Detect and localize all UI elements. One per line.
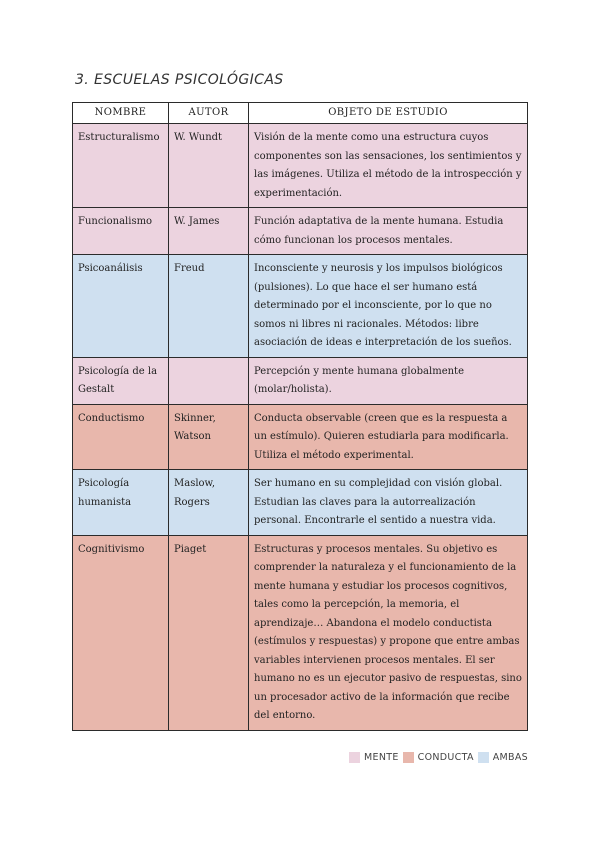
section-title: 3. ESCUELAS PSICOLÓGICAS: [75, 72, 284, 88]
cell-object: Conducta observable (creen que es la respuesta a un estímulo). Quieren estudiarla para modificarla. Utiliza el método experimental.: [249, 404, 528, 470]
legend-swatch-mente: [349, 752, 360, 763]
cell-object: Percepción y mente humana globalmente (molar/holista).: [249, 357, 528, 404]
table-row: [73, 535, 528, 730]
cell-name: Cognitivismo: [73, 535, 169, 730]
legend-swatch-conducta: [403, 752, 414, 763]
cell-author: W. James: [169, 208, 249, 255]
cell-object: Inconsciente y neurosis y los impulsos biológicos (pulsiones). Lo que hace el ser humano está determinado por el inconsciente, por lo que no somos ni libres ni racionales. Métodos: libre asociación de ideas e interpretación de los sueños.: [249, 255, 528, 358]
legend-item-ambas: [474, 752, 528, 763]
table-row: [73, 124, 528, 208]
cell-author: Maslow, Rogers: [169, 470, 249, 536]
table-row: [73, 470, 528, 536]
legend: [345, 752, 528, 763]
legend-swatch-ambas: [478, 752, 489, 763]
cell-object: Ser humano en su complejidad con visión global. Estudian las claves para la autorrealización personal. Encontrarle el sentido a nuestra vida.: [249, 470, 528, 536]
cell-author: [169, 357, 249, 404]
legend-label-mente: MENTE: [364, 752, 399, 763]
legend-item-mente: [345, 752, 399, 763]
cell-name: Psicología de la Gestalt: [73, 357, 169, 404]
cell-name: Psicología humanista: [73, 470, 169, 536]
cell-object: Estructuras y procesos mentales. Su objetivo es comprender la naturaleza y el funcionamiento de la mente humana y estudiar los procesos cognitivos, tales como la percepción, la memoria, el aprendizaje… Abandona el modelo conductista (estímulos y respuestas) y propone que entre ambas variables intervienen procesos mentales. El ser humano no es un ejecutor pasivo de respuestas, sino un procesador activo de la información que recibe del entorno.: [249, 535, 528, 730]
cell-name: Funcionalismo: [73, 208, 169, 255]
table-header-row: [73, 103, 528, 124]
cell-object: Función adaptativa de la mente humana. Estudia cómo funcionan los procesos mentales.: [249, 208, 528, 255]
legend-item-conducta: [399, 752, 474, 763]
cell-name: Conductismo: [73, 404, 169, 470]
header-autor: AUTOR: [169, 103, 249, 124]
table-row: [73, 357, 528, 404]
cell-author: Freud: [169, 255, 249, 358]
cell-author: W. Wundt: [169, 124, 249, 208]
schools-table: [72, 102, 528, 731]
cell-name: Estructuralismo: [73, 124, 169, 208]
legend-label-conducta: CONDUCTA: [417, 752, 474, 763]
cell-author: Skinner, Watson: [169, 404, 249, 470]
table-row: [73, 255, 528, 358]
cell-author: Piaget: [169, 535, 249, 730]
cell-name: Psicoanálisis: [73, 255, 169, 358]
table-row: [73, 208, 528, 255]
legend-label-ambas: AMBAS: [492, 752, 528, 763]
header-nombre: NOMBRE: [73, 103, 169, 124]
header-objeto: OBJETO DE ESTUDIO: [249, 103, 528, 124]
table-row: [73, 404, 528, 470]
cell-object: Visión de la mente como una estructura cuyos componentes son las sensaciones, los sentimientos y las imágenes. Utiliza el método de la introspección y experimentación.: [249, 124, 528, 208]
